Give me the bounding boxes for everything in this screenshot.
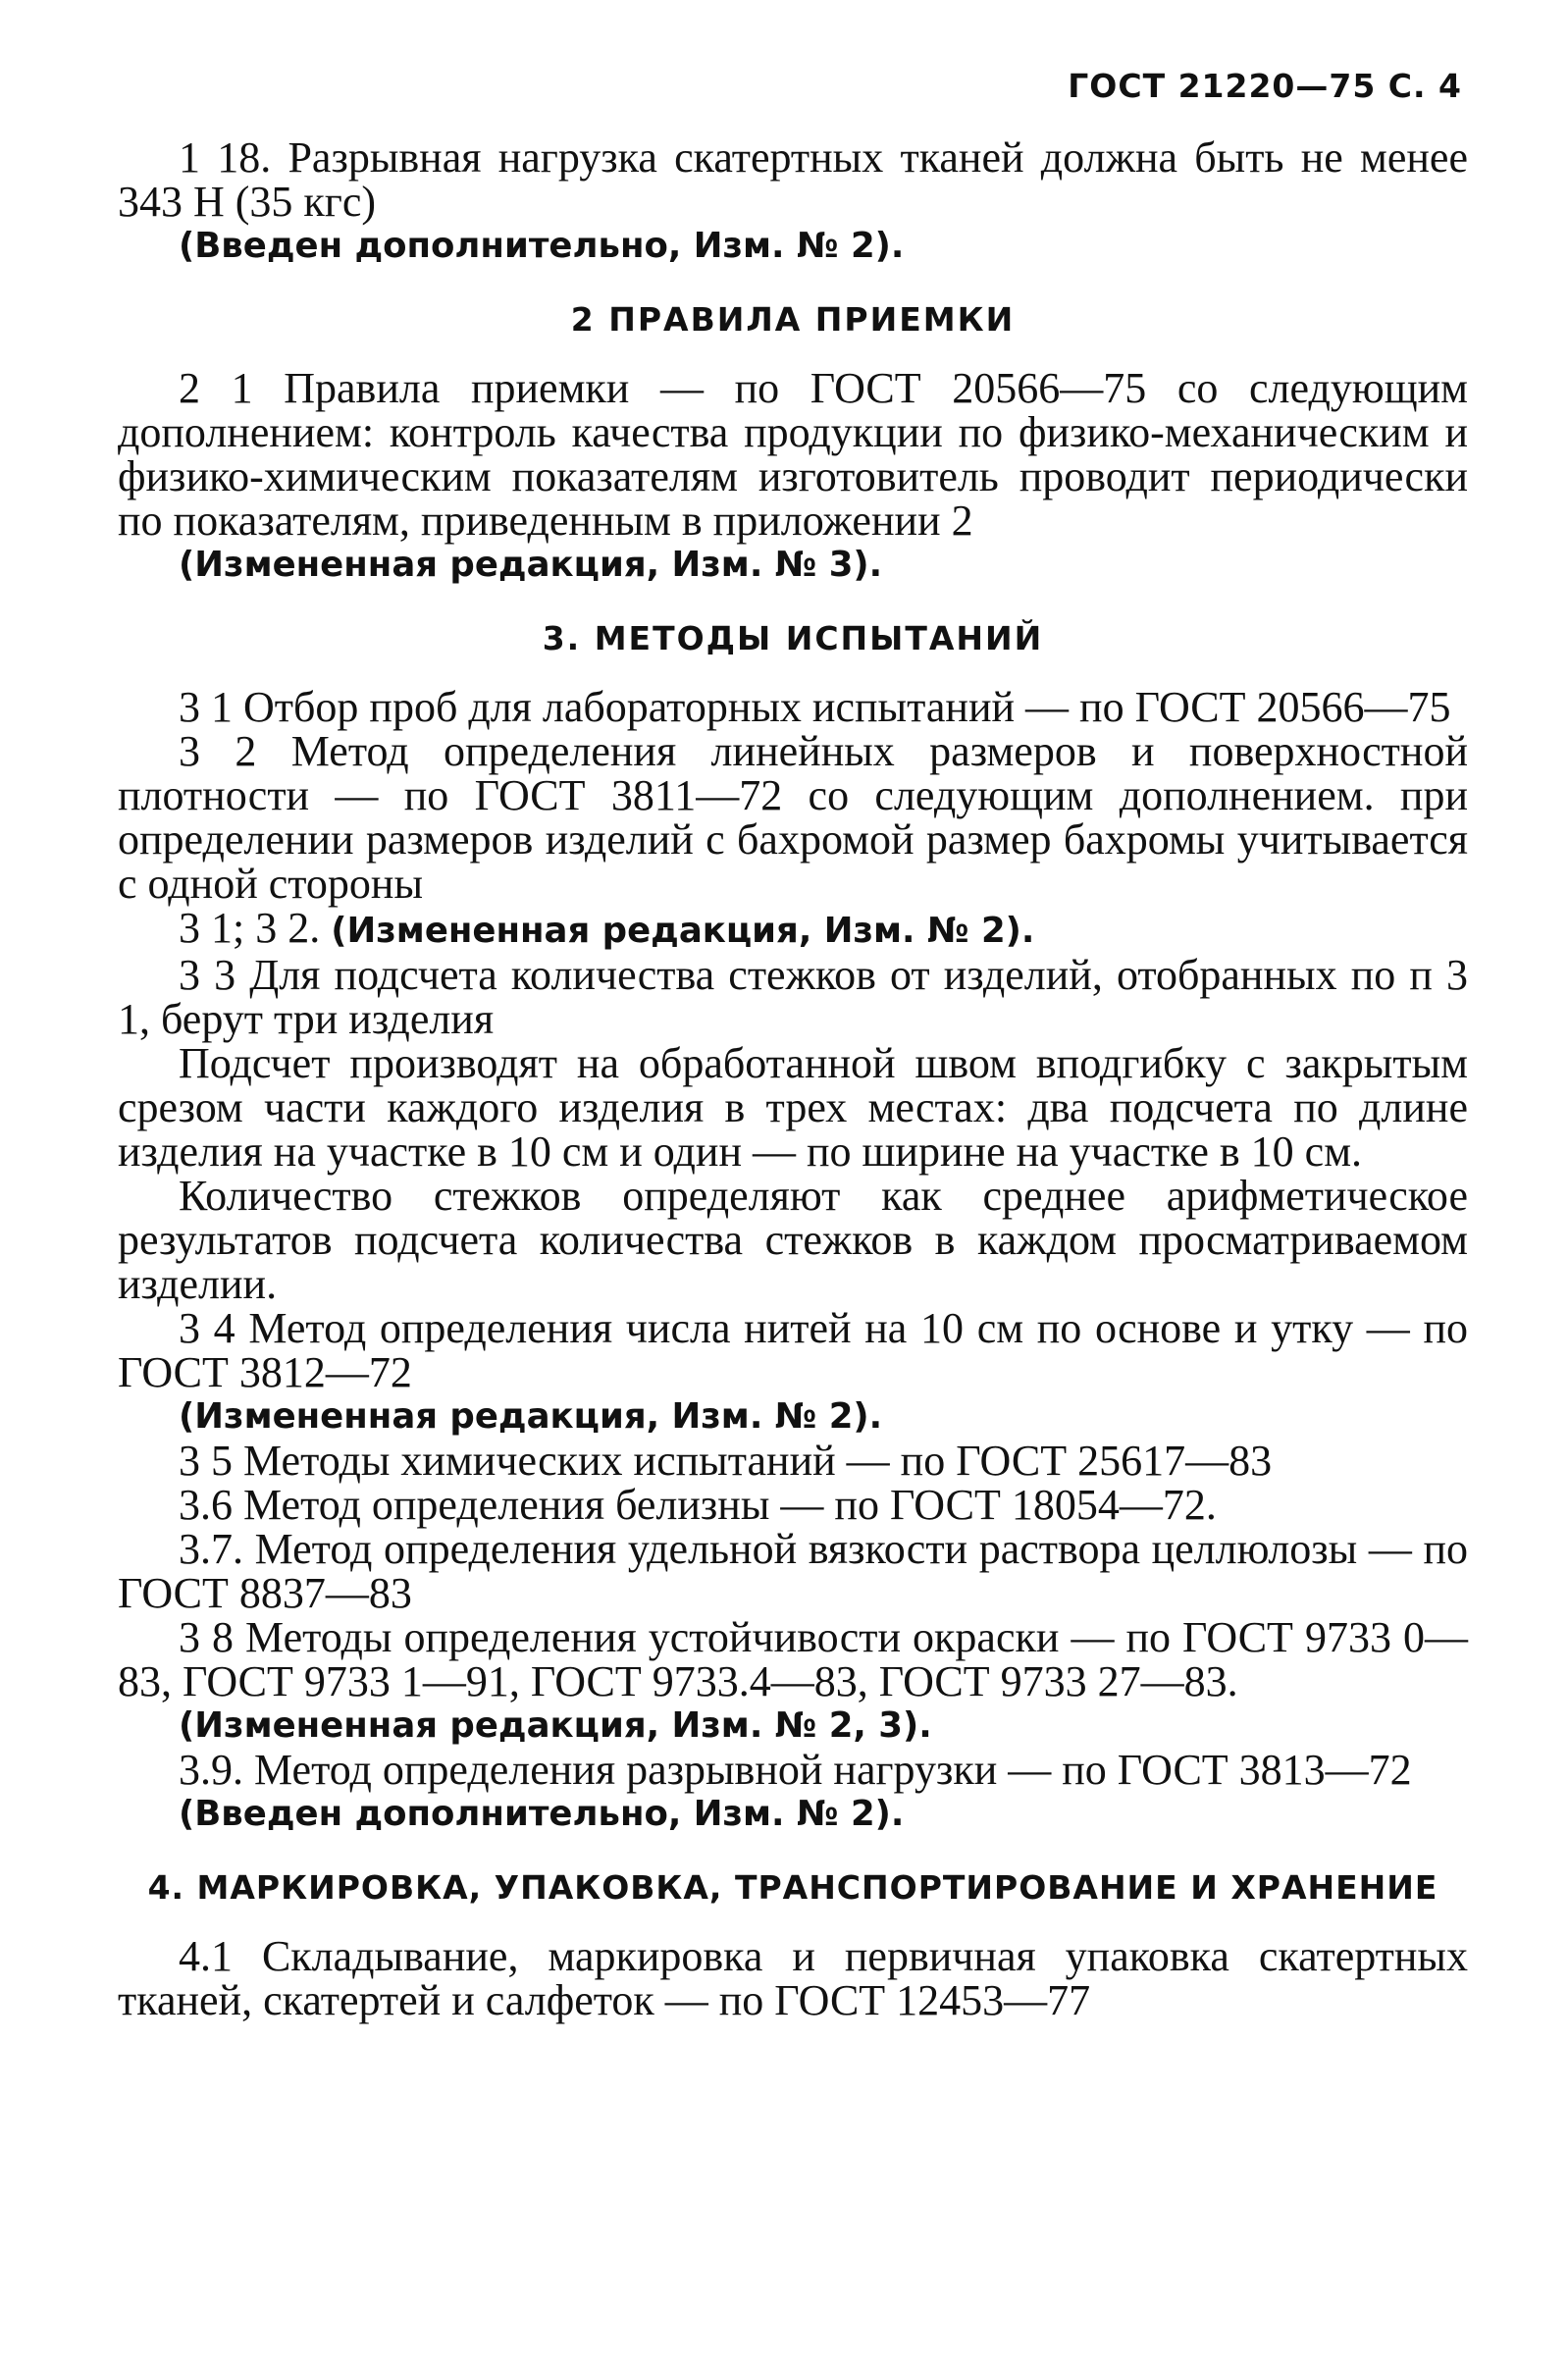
amendment-note-3-4: (Измененная редакция, Изм. № 2). [179,1396,883,1437]
amendment-note-2-1: (Измененная редакция, Изм. № 3). [179,545,883,585]
paragraph-3-3: 3 3 Для подсчета количества стежков от изделий, отобранных по п 3 1, берут три изделия [118,951,1468,1043]
section-2-title: 2 ПРАВИЛА ПРИЕМКИ [570,300,1016,339]
paragraph-3-4: 3 4 Метод определения числа нитей на 10 см по основе и утку — по ГОСТ 3812—72 [118,1304,1468,1396]
paragraph-1-18: 1 18. Разрывная нагрузка скатертных тканей должна быть не менее 343 Н (35 кгс) [118,133,1468,226]
paragraph-3-8: 3 8 Методы определения устойчивости окраски — по ГОСТ 9733 0—83, ГОСТ 9733 1—91, ГОСТ 9733.4—83, ГОСТ 9733 27—83. [118,1613,1468,1705]
amendment-note-3-9: (Введен дополнительно, Изм. № 2). [179,1794,905,1834]
paragraph-3-6: 3.6 Метод определения белизны — по ГОСТ 18054—72. [179,1481,1217,1529]
document-body [118,135,1468,2022]
paragraph-4-1: 4.1 Складывание, маркировка и первичная упаковка скатертных тканей, скатертей и салфеток — по ГОСТ 12453—77 [118,1932,1468,2024]
note-text: (Измененная редакция, Изм. № 2). [331,911,1035,951]
paragraph-3-2: 3 2 Метод определения линейных размеров и поверхностной плотности — по ГОСТ 3811—72 со следующим дополнением. при определении размеров изделий с бахромой размер бахромы учитывается с одной стороны [118,727,1468,908]
amendment-note-3-1-3-2 [118,906,1468,953]
paragraph-3-7: 3.7. Метод определения удельной вязкости раствора целлюлозы — по ГОСТ 8837—83 [118,1525,1468,1617]
section-4-title: 4. МАРКИРОВКА, УПАКОВКА, ТРАНСПОРТИРОВАНИЕ И ХРАНЕНИЕ [147,1868,1438,1907]
amendment-note-3-8: (Измененная редакция, Изм. № 2, 3). [179,1705,932,1746]
paragraph-2-1: 2 1 Правила приемки — по ГОСТ 20566—75 со следующим дополнением: контроль качества продукции по физико-механическим и физико-химическим показателям изготовитель проводит периодически по показателям, приведенным в приложении 2 [118,364,1468,545]
amendment-note-1-18: (Введен дополнительно, Изм. № 2). [179,226,905,266]
section-3-title: 3. МЕТОДЫ ИСПЫТАНИЙ [542,619,1044,657]
paragraph-3-1: 3 1 Отбор проб для лабораторных испытаний — по ГОСТ 20566—75 [179,683,1451,731]
paragraph-3-9: 3.9. Метод определения разрывной нагрузки — по ГОСТ 3813—72 [179,1746,1412,1794]
note-prefix: 3 1; 3 2. [179,904,321,952]
paragraph-3-3-c: Количество стежков определяют как среднее арифметическое результатов подсчета количества стежков в каждом просматриваемом изделии. [118,1172,1468,1308]
paragraph-3-5: 3 5 Методы химических испытаний — по ГОСТ 25617—83 [179,1437,1273,1485]
paragraph-3-3-b: Подсчет производят на обработанной швом вподгибку с закрытым срезом части каждого изделия в трех местах: два подсчета по длине изделия на участке в 10 см и один — по ширине на участке в 10 см. [118,1039,1468,1176]
page-header: ГОСТ 21220—75 С. 4 [1068,67,1462,105]
